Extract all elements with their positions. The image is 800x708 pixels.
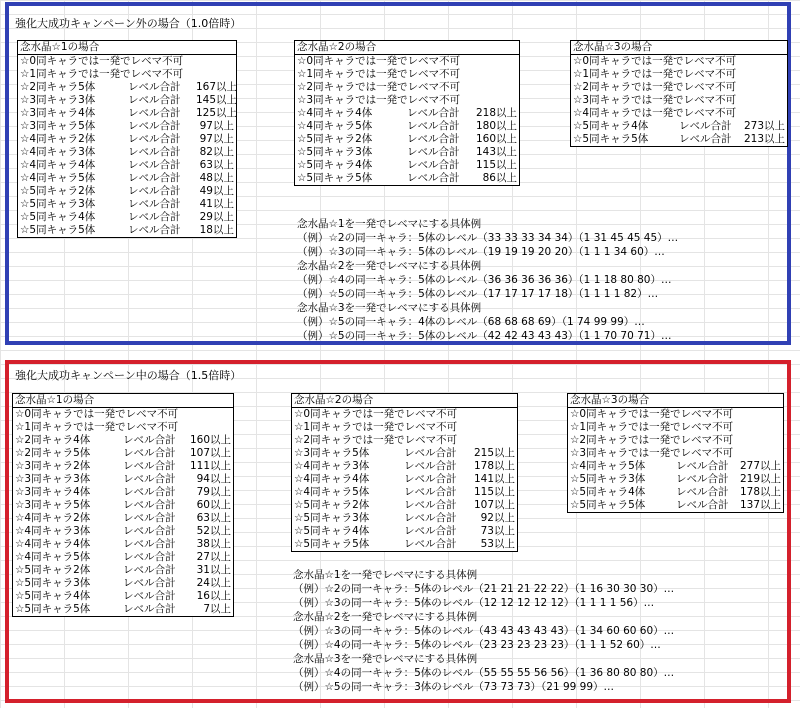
example-heading: 念水晶☆1を一発でレベマにする具体例	[293, 569, 478, 581]
note-text: ☆1同キャラでは一発でレベマ不可	[573, 68, 737, 80]
row-label: ☆5同キャラ3体	[15, 577, 91, 589]
row-label: ☆5同キャラ3体	[297, 146, 373, 158]
row-sum-label: レベル合計	[123, 525, 176, 537]
row-label: ☆5同キャラ2体	[20, 185, 96, 197]
note-row	[18, 68, 236, 81]
row-value: 219以上	[739, 473, 781, 485]
table-row	[292, 473, 517, 486]
row-label: ☆4同キャラ5体	[570, 460, 646, 472]
row-sum-label: レベル合計	[679, 120, 732, 132]
row-label: ☆3同キャラ5体	[15, 499, 91, 511]
row-sum-label: レベル合計	[676, 460, 729, 472]
row-value: 111以上	[189, 460, 231, 472]
table-row	[18, 185, 236, 198]
note-text: ☆1同キャラでは一発でレベマ不可	[15, 421, 179, 433]
row-label: ☆5同キャラ4体	[570, 486, 646, 498]
row-value: 97以上	[199, 133, 234, 145]
row-sum-label: レベル合計	[123, 577, 176, 589]
row-sum-label: レベル合計	[123, 447, 176, 459]
examples-block	[293, 568, 674, 694]
table-row	[18, 133, 236, 146]
section-title: 強化大成功キャンペーン外の場合（1.0倍時）	[15, 17, 242, 30]
row-sum-label: レベル合計	[404, 538, 457, 550]
note-row	[571, 107, 787, 120]
row-sum-label: レベル合計	[407, 107, 460, 119]
table-row	[292, 486, 517, 499]
row-value: 178以上	[473, 460, 515, 472]
row-value: 52以上	[196, 525, 231, 537]
table-row	[292, 499, 517, 512]
row-value: 145以上	[196, 94, 238, 106]
table-row	[292, 460, 517, 473]
row-label: ☆2同キャラ5体	[20, 81, 96, 93]
row-value: 29以上	[199, 211, 234, 223]
note-text: ☆2同キャラでは一発でレベマ不可	[294, 434, 458, 446]
row-value: 63以上	[199, 159, 234, 171]
row-label: ☆4同キャラ4体	[294, 473, 370, 485]
row-label: ☆5同キャラ5体	[297, 172, 373, 184]
note-text: ☆0同キャラでは一発でレベマ不可	[573, 55, 737, 67]
table-row	[18, 198, 236, 211]
table-row	[292, 512, 517, 525]
note-text: ☆3同キャラでは一発でレベマ不可	[573, 94, 737, 106]
row-label: ☆3同キャラ4体	[20, 107, 96, 119]
crystal-1-table	[12, 393, 234, 617]
row-value: 16以上	[196, 590, 231, 602]
note-row	[295, 68, 519, 81]
table-header: 念水晶☆2の場合	[292, 394, 517, 408]
row-label: ☆5同キャラ5体	[573, 133, 649, 145]
table-header: 念水晶☆2の場合	[295, 41, 519, 55]
row-label: ☆5同キャラ3体	[294, 512, 370, 524]
row-value: 18以上	[199, 224, 234, 236]
section-campaign-rate	[5, 360, 791, 703]
example-line: （例）☆5の同一キャラ：3体のレベル（73 73 73）（21 99 99）…	[293, 681, 615, 693]
row-label: ☆5同キャラ4体	[20, 211, 96, 223]
row-sum-label: レベル合計	[404, 525, 457, 537]
example-line: （例）☆4の同一キャラ：5体のレベル（55 55 55 56 56）（1 36 80 80 80）…	[293, 667, 675, 679]
row-sum-label: レベル合計	[123, 473, 176, 485]
row-label: ☆5同キャラ5体	[20, 224, 96, 236]
row-sum-label: レベル合計	[407, 120, 460, 132]
row-sum-label: レベル合計	[407, 172, 460, 184]
row-value: 143以上	[475, 146, 517, 158]
row-label: ☆5同キャラ4体	[573, 120, 649, 132]
row-value: 63以上	[196, 512, 231, 524]
table-row	[18, 224, 236, 237]
row-sum-label: レベル合計	[128, 185, 181, 197]
row-sum-label: レベル合計	[128, 107, 181, 119]
table-row	[568, 486, 783, 499]
note-row	[568, 421, 783, 434]
row-sum-label: レベル合計	[407, 146, 460, 158]
table-row	[295, 159, 519, 172]
row-sum-label: レベル合計	[128, 94, 181, 106]
row-value: 60以上	[196, 499, 231, 511]
row-value: 107以上	[473, 499, 515, 511]
row-label: ☆4同キャラ4体	[15, 538, 91, 550]
note-text: ☆3同キャラでは一発でレベマ不可	[297, 94, 461, 106]
row-sum-label: レベル合計	[123, 551, 176, 563]
row-label: ☆4同キャラ5体	[20, 172, 96, 184]
table-row	[18, 107, 236, 120]
example-line: （例）☆2の同一キャラ：5体のレベル（21 21 21 22 22）（1 16 30 30 30）…	[293, 583, 675, 595]
crystal-3-table	[570, 40, 788, 147]
table-row	[13, 577, 233, 590]
table-row	[292, 447, 517, 460]
example-heading: 念水晶☆2を一発でレベマにする具体例	[293, 611, 478, 623]
row-sum-label: レベル合計	[676, 486, 729, 498]
row-sum-label: レベル合計	[404, 447, 457, 459]
row-sum-label: レベル合計	[123, 590, 176, 602]
example-line: （例）☆2の同一キャラ：5体のレベル（33 33 33 34 34）（1 31 45 45 45）…	[297, 232, 679, 244]
table-row	[292, 525, 517, 538]
row-value: 24以上	[196, 577, 231, 589]
note-text: ☆2同キャラでは一発でレベマ不可	[570, 434, 734, 446]
note-text: ☆4同キャラでは一発でレベマ不可	[573, 107, 737, 119]
table-row	[292, 538, 517, 551]
row-value: 137以上	[739, 499, 781, 511]
table-row	[295, 133, 519, 146]
note-text: ☆0同キャラでは一発でレベマ不可	[297, 55, 461, 67]
row-sum-label: レベル合計	[404, 486, 457, 498]
table-row	[571, 120, 787, 133]
row-label: ☆4同キャラ3体	[294, 460, 370, 472]
row-label: ☆4同キャラ2体	[20, 133, 96, 145]
example-line: （例）☆5の同一キャラ：5体のレベル（17 17 17 17 18）（1 1 1 1 82）…	[297, 288, 659, 300]
row-label: ☆4同キャラ4体	[297, 107, 373, 119]
note-text: ☆0同キャラでは一発でレベマ不可	[570, 408, 734, 420]
crystal-2-table	[294, 40, 520, 186]
note-row	[18, 55, 236, 68]
table-row	[18, 159, 236, 172]
table-row	[13, 603, 233, 616]
row-sum-label: レベル合計	[128, 159, 181, 171]
row-label: ☆3同キャラ3体	[15, 473, 91, 485]
row-value: 160以上	[475, 133, 517, 145]
note-text: ☆0同キャラでは一発でレベマ不可	[20, 55, 184, 67]
example-heading: 念水晶☆2を一発でレベマにする具体例	[297, 260, 482, 272]
table-row	[568, 473, 783, 486]
note-row	[568, 447, 783, 460]
row-sum-label: レベル合計	[123, 603, 176, 615]
example-line: （例）☆3の同一キャラ：5体のレベル（19 19 19 20 20）（1 1 1 34 60）…	[297, 246, 665, 258]
note-text: ☆2同キャラでは一発でレベマ不可	[297, 81, 461, 93]
note-row	[568, 408, 783, 421]
row-sum-label: レベル合計	[128, 172, 181, 184]
row-value: 167以上	[196, 81, 238, 93]
note-row	[571, 55, 787, 68]
table-row	[295, 172, 519, 185]
table-header: 念水晶☆3の場合	[571, 41, 787, 55]
row-value: 115以上	[473, 486, 515, 498]
crystal-2-table	[291, 393, 518, 552]
row-sum-label: レベル合計	[123, 564, 176, 576]
row-label: ☆5同キャラ4体	[294, 525, 370, 537]
row-value: 79以上	[196, 486, 231, 498]
note-row	[292, 421, 517, 434]
table-row	[13, 512, 233, 525]
row-value: 141以上	[473, 473, 515, 485]
row-value: 273以上	[743, 120, 785, 132]
note-row	[292, 408, 517, 421]
table-row	[13, 590, 233, 603]
note-row	[295, 81, 519, 94]
row-value: 218以上	[475, 107, 517, 119]
row-label: ☆5同キャラ4体	[15, 590, 91, 602]
row-value: 73以上	[480, 525, 515, 537]
row-label: ☆3同キャラ5体	[20, 120, 96, 132]
table-header: 念水晶☆1の場合	[13, 394, 233, 408]
example-line: （例）☆3の同一キャラ：5体のレベル（43 43 43 43 43）（1 34 60 60 60）…	[293, 625, 675, 637]
row-label: ☆5同キャラ2体	[294, 499, 370, 511]
row-sum-label: レベル合計	[128, 224, 181, 236]
row-sum-label: レベル合計	[407, 159, 460, 171]
row-sum-label: レベル合計	[404, 512, 457, 524]
row-value: 92以上	[480, 512, 515, 524]
row-value: 94以上	[196, 473, 231, 485]
row-label: ☆2同キャラ5体	[15, 447, 91, 459]
example-heading: 念水晶☆1を一発でレベマにする具体例	[297, 218, 482, 230]
row-sum-label: レベル合計	[123, 486, 176, 498]
table-row	[18, 172, 236, 185]
table-row	[568, 499, 783, 512]
row-value: 178以上	[739, 486, 781, 498]
table-row	[18, 94, 236, 107]
row-value: 7以上	[203, 603, 231, 615]
row-value: 215以上	[473, 447, 515, 459]
table-header: 念水晶☆3の場合	[568, 394, 783, 408]
row-sum-label: レベル合計	[123, 460, 176, 472]
table-row	[13, 564, 233, 577]
note-row	[571, 94, 787, 107]
row-label: ☆5同キャラ5体	[570, 499, 646, 511]
note-text: ☆1同キャラでは一発でレベマ不可	[294, 421, 458, 433]
table-row	[13, 499, 233, 512]
row-value: 213以上	[743, 133, 785, 145]
row-value: 49以上	[199, 185, 234, 197]
row-label: ☆2同キャラ4体	[15, 434, 91, 446]
note-text: ☆0同キャラでは一発でレベマ不可	[294, 408, 458, 420]
table-row	[18, 120, 236, 133]
note-row	[571, 81, 787, 94]
row-value: 180以上	[475, 120, 517, 132]
row-value: 125以上	[196, 107, 238, 119]
note-row	[568, 434, 783, 447]
table-row	[13, 434, 233, 447]
note-text: ☆0同キャラでは一発でレベマ不可	[15, 408, 179, 420]
row-sum-label: レベル合計	[123, 512, 176, 524]
example-line: （例）☆4の同一キャラ：5体のレベル（23 23 23 23 23）（1 1 1 52 60）…	[293, 639, 661, 651]
row-label: ☆4同キャラ4体	[20, 159, 96, 171]
table-row	[18, 81, 236, 94]
table-row	[13, 473, 233, 486]
note-row	[295, 55, 519, 68]
row-value: 27以上	[196, 551, 231, 563]
row-label: ☆4同キャラ2体	[15, 512, 91, 524]
row-sum-label: レベル合計	[676, 499, 729, 511]
row-label: ☆5同キャラ5体	[294, 538, 370, 550]
row-sum-label: レベル合計	[123, 499, 176, 511]
row-value: 86以上	[482, 172, 517, 184]
example-line: （例）☆4の同一キャラ：5体のレベル（36 36 36 36 36）（1 1 18 80 80）…	[297, 274, 672, 286]
table-row	[13, 486, 233, 499]
row-sum-label: レベル合計	[404, 460, 457, 472]
note-row	[13, 408, 233, 421]
row-sum-label: レベル合計	[128, 211, 181, 223]
table-row	[13, 460, 233, 473]
row-sum-label: レベル合計	[128, 133, 181, 145]
row-label: ☆3同キャラ4体	[15, 486, 91, 498]
note-row	[292, 434, 517, 447]
row-value: 53以上	[480, 538, 515, 550]
row-sum-label: レベル合計	[676, 473, 729, 485]
crystal-1-table	[17, 40, 237, 238]
table-row	[295, 146, 519, 159]
row-sum-label: レベル合計	[123, 538, 176, 550]
section-normal-rate	[5, 2, 791, 345]
examples-block	[297, 217, 678, 343]
table-row	[13, 551, 233, 564]
note-row	[13, 421, 233, 434]
note-text: ☆1同キャラでは一発でレベマ不可	[20, 68, 184, 80]
row-label: ☆3同キャラ2体	[15, 460, 91, 472]
row-label: ☆5同キャラ3体	[570, 473, 646, 485]
row-value: 38以上	[196, 538, 231, 550]
row-label: ☆4同キャラ5体	[294, 486, 370, 498]
example-heading: 念水晶☆3を一発でレベマにする具体例	[293, 653, 478, 665]
row-label: ☆5同キャラ2体	[297, 133, 373, 145]
row-value: 115以上	[475, 159, 517, 171]
row-sum-label: レベル合計	[407, 133, 460, 145]
table-row	[568, 460, 783, 473]
row-sum-label: レベル合計	[128, 81, 181, 93]
example-line: （例）☆3の同一キャラ：5体のレベル（12 12 12 12 12）（1 1 1 1 56）…	[293, 597, 655, 609]
row-label: ☆3同キャラ5体	[294, 447, 370, 459]
table-row	[13, 525, 233, 538]
crystal-3-table	[567, 393, 784, 513]
row-label: ☆4同キャラ5体	[15, 551, 91, 563]
table-header: 念水晶☆1の場合	[18, 41, 236, 55]
row-value: 48以上	[199, 172, 234, 184]
row-sum-label: レベル合計	[123, 434, 176, 446]
section-title: 強化大成功キャンペーン中の場合（1.5倍時）	[15, 369, 242, 382]
row-label: ☆4同キャラ5体	[297, 120, 373, 132]
example-line: （例）☆5の同一キャラ：4体のレベル（68 68 68 69）（1 74 99 99）…	[297, 316, 645, 328]
row-value: 31以上	[196, 564, 231, 576]
row-label: ☆5同キャラ3体	[20, 198, 96, 210]
row-label: ☆4同キャラ3体	[15, 525, 91, 537]
table-row	[295, 120, 519, 133]
example-heading: 念水晶☆3を一発でレベマにする具体例	[297, 302, 482, 314]
row-value: 107以上	[189, 447, 231, 459]
example-line: （例）☆5の同一キャラ：5体のレベル（42 42 43 43 43）（1 1 70 70 71）…	[297, 330, 672, 342]
table-row	[13, 538, 233, 551]
row-label: ☆5同キャラ5体	[15, 603, 91, 615]
row-sum-label: レベル合計	[128, 198, 181, 210]
note-text: ☆1同キャラでは一発でレベマ不可	[570, 421, 734, 433]
row-label: ☆5同キャラ4体	[297, 159, 373, 171]
table-row	[571, 133, 787, 146]
row-label: ☆5同キャラ2体	[15, 564, 91, 576]
row-value: 97以上	[199, 120, 234, 132]
row-value: 160以上	[189, 434, 231, 446]
row-sum-label: レベル合計	[679, 133, 732, 145]
table-row	[18, 146, 236, 159]
row-sum-label: レベル合計	[404, 473, 457, 485]
row-value: 41以上	[199, 198, 234, 210]
note-text: ☆3同キャラでは一発でレベマ不可	[570, 447, 734, 459]
row-label: ☆4同キャラ3体	[20, 146, 96, 158]
note-text: ☆1同キャラでは一発でレベマ不可	[297, 68, 461, 80]
row-sum-label: レベル合計	[128, 120, 181, 132]
table-row	[295, 107, 519, 120]
note-row	[571, 68, 787, 81]
row-label: ☆3同キャラ3体	[20, 94, 96, 106]
note-text: ☆2同キャラでは一発でレベマ不可	[573, 81, 737, 93]
row-sum-label: レベル合計	[128, 146, 181, 158]
note-row	[295, 94, 519, 107]
row-value: 277以上	[739, 460, 781, 472]
row-sum-label: レベル合計	[404, 499, 457, 511]
row-value: 82以上	[199, 146, 234, 158]
table-row	[18, 211, 236, 224]
table-row	[13, 447, 233, 460]
